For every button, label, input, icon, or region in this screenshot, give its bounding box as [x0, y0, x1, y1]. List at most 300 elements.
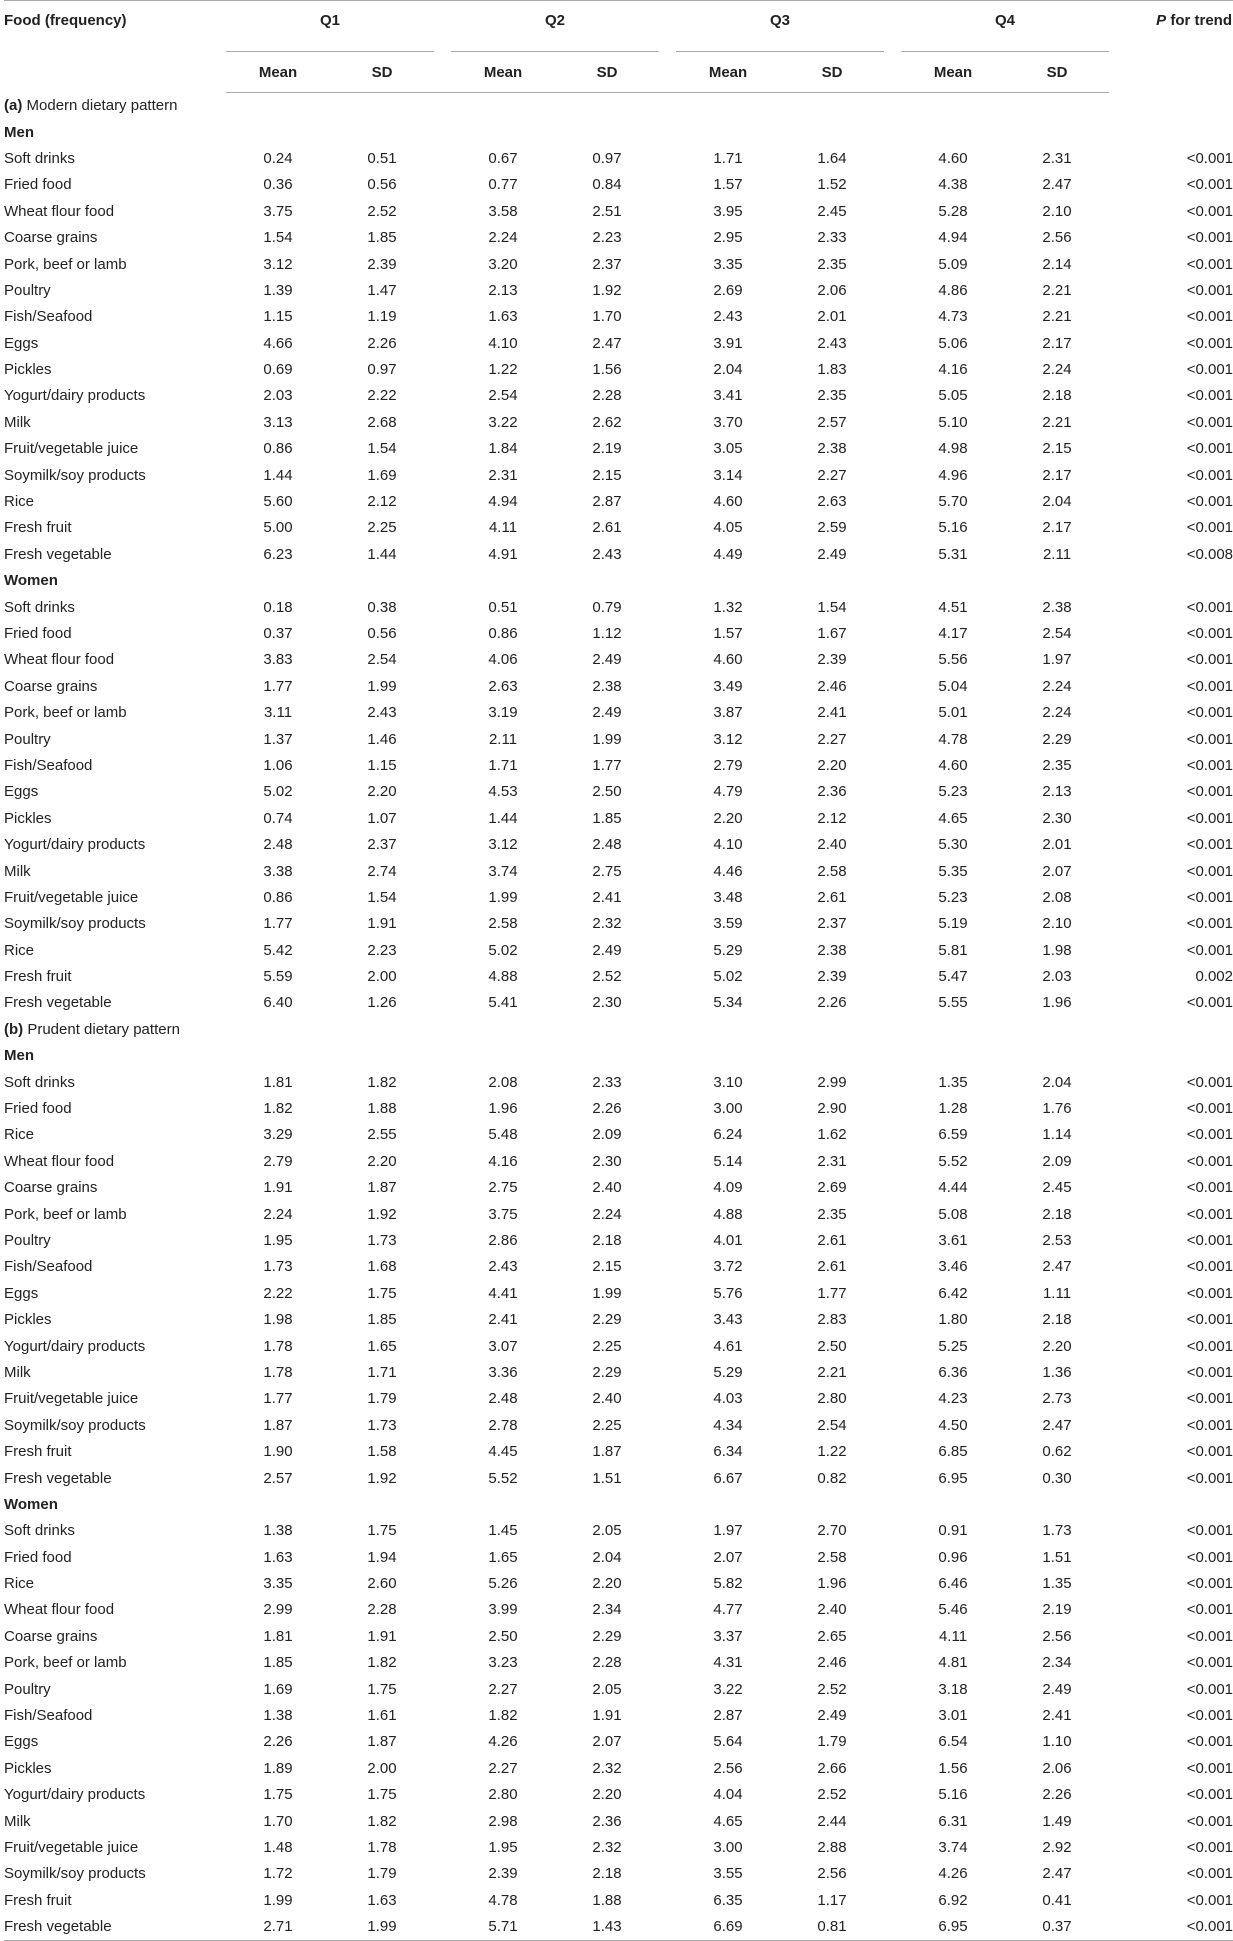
- q3-sd-cell: 2.39: [780, 647, 884, 673]
- column-gap: [884, 146, 901, 172]
- q3-mean-cell: 4.05: [676, 515, 780, 541]
- q4-sd-cell: 2.29: [1005, 726, 1109, 752]
- q2-sd-cell: 2.32: [555, 1835, 659, 1861]
- table-row: [4, 331, 1233, 357]
- q2-sd-cell: 2.50: [555, 779, 659, 805]
- table-row: [4, 515, 1233, 541]
- q3-mean-cell: 3.37: [676, 1624, 780, 1650]
- food-name-cell: Soymilk/soy products: [4, 1861, 226, 1887]
- table-row: [4, 964, 1233, 990]
- q4-mean-cell: 6.92: [901, 1888, 1005, 1914]
- group-header-row: [4, 1492, 1233, 1518]
- column-gap: [659, 1413, 676, 1439]
- q1-sd-cell: 1.07: [330, 806, 434, 832]
- column-gap: [884, 832, 901, 858]
- column-gap: [884, 726, 901, 752]
- column-gap: [659, 911, 676, 937]
- q4-sd-cell: 1.36: [1005, 1360, 1109, 1386]
- column-gap: [884, 1281, 901, 1307]
- column-gap: [659, 1597, 676, 1623]
- q3-sd-cell: 2.50: [780, 1333, 884, 1359]
- q1-mean-cell: 2.48: [226, 832, 330, 858]
- column-gap: [434, 1835, 451, 1861]
- column-gap: [884, 647, 901, 673]
- column-gap: [434, 726, 451, 752]
- q2-mean-cell: 2.41: [451, 1307, 555, 1333]
- q3-sd-cell: 1.79: [780, 1729, 884, 1755]
- q4-mean-cell: 4.11: [901, 1624, 1005, 1650]
- header-row-quartiles: [4, 1, 1233, 52]
- q4-sd-cell: 2.17: [1005, 515, 1109, 541]
- q2-mean-cell: 2.86: [451, 1228, 555, 1254]
- q2-mean-cell: 4.94: [451, 489, 555, 515]
- q4-mean-cell: 4.78: [901, 726, 1005, 752]
- q2-mean-cell: 4.45: [451, 1439, 555, 1465]
- p-trend-cell: <0.001: [1109, 832, 1233, 858]
- table-row: [4, 726, 1233, 752]
- q2-mean-cell: 4.16: [451, 1149, 555, 1175]
- q2-mean-cell: 2.75: [451, 1175, 555, 1201]
- food-name-cell: Fish/Seafood: [4, 304, 226, 330]
- food-name-cell: Fish/Seafood: [4, 1254, 226, 1280]
- q1-mean-cell: 2.79: [226, 1149, 330, 1175]
- q2-mean-cell: 4.78: [451, 1888, 555, 1914]
- q4-sd-cell: 2.19: [1005, 1597, 1109, 1623]
- q3-mean-cell: 4.04: [676, 1782, 780, 1808]
- q1-sd-cell: 1.71: [330, 1360, 434, 1386]
- q4-mean-cell: 5.46: [901, 1597, 1005, 1623]
- q1-mean-cell: 3.29: [226, 1122, 330, 1148]
- q2-sd-cell: 2.20: [555, 1571, 659, 1597]
- q2-mean-cell: 5.26: [451, 1571, 555, 1597]
- table-row: [4, 753, 1233, 779]
- q4-mean-cell: 5.23: [901, 885, 1005, 911]
- column-gap: [884, 225, 901, 251]
- q3-sd-cell: 2.37: [780, 911, 884, 937]
- food-name-cell: Soft drinks: [4, 1518, 226, 1544]
- q2-sd-cell: 2.40: [555, 1386, 659, 1412]
- q2-sd-cell: 1.56: [555, 357, 659, 383]
- p-trend-cell: <0.001: [1109, 1597, 1233, 1623]
- column-gap: [434, 964, 451, 990]
- q4-mean-cell: 1.28: [901, 1096, 1005, 1122]
- table-row: [4, 1228, 1233, 1254]
- q1-sd-cell: 2.20: [330, 1149, 434, 1175]
- q1-sd-cell: 1.46: [330, 726, 434, 752]
- p-trend-cell: <0.001: [1109, 753, 1233, 779]
- food-name-cell: Coarse grains: [4, 1624, 226, 1650]
- q1-mean-cell: 1.73: [226, 1254, 330, 1280]
- sd-header: SD: [1005, 52, 1109, 93]
- food-name-cell: Rice: [4, 938, 226, 964]
- q3-sd-cell: 1.67: [780, 621, 884, 647]
- q4-mean-cell: 5.05: [901, 383, 1005, 409]
- q2-mean-cell: 5.02: [451, 938, 555, 964]
- column-gap: [659, 304, 676, 330]
- q4-sd-cell: 2.01: [1005, 832, 1109, 858]
- q1-mean-cell: 3.12: [226, 251, 330, 277]
- food-name-cell: Poultry: [4, 278, 226, 304]
- q1-sd-cell: 2.43: [330, 700, 434, 726]
- q1-sd-cell: 1.85: [330, 225, 434, 251]
- table-row: [4, 1201, 1233, 1227]
- q4-mean-cell: 1.56: [901, 1756, 1005, 1782]
- q2-mean-cell: 3.36: [451, 1360, 555, 1386]
- p-trend-cell: <0.001: [1109, 1175, 1233, 1201]
- q1-sd-cell: 2.52: [330, 199, 434, 225]
- q3-mean-cell: 6.67: [676, 1465, 780, 1491]
- q1-mean-cell: 1.70: [226, 1808, 330, 1834]
- table-row: [4, 304, 1233, 330]
- p-trend-cell: <0.001: [1109, 1676, 1233, 1702]
- column-gap: [884, 251, 901, 277]
- q1-sd-cell: 1.26: [330, 990, 434, 1016]
- column-gap: [659, 1676, 676, 1702]
- q2-sd-cell: 2.29: [555, 1307, 659, 1333]
- p-trend-cell: 0.002: [1109, 964, 1233, 990]
- group-label: Men: [4, 1043, 1233, 1069]
- q3-sd-cell: 2.40: [780, 1597, 884, 1623]
- q4-mean-cell: 3.01: [901, 1703, 1005, 1729]
- column-gap: [659, 1228, 676, 1254]
- group-label: Women: [4, 1492, 1233, 1518]
- q2-mean-cell: 4.10: [451, 331, 555, 357]
- column-gap: [884, 1175, 901, 1201]
- q3-mean-cell: 3.10: [676, 1069, 780, 1095]
- column-gap: [884, 806, 901, 832]
- column-gap: [659, 1439, 676, 1465]
- food-name-cell: Poultry: [4, 726, 226, 752]
- q2-mean-cell: 2.27: [451, 1676, 555, 1702]
- q4-mean-cell: 4.65: [901, 806, 1005, 832]
- table-row: [4, 383, 1233, 409]
- q3-mean-cell: 1.57: [676, 621, 780, 647]
- q1-sd-cell: 2.74: [330, 858, 434, 884]
- q4-sd-cell: 2.56: [1005, 1624, 1109, 1650]
- q4-mean-cell: 5.04: [901, 674, 1005, 700]
- q3-mean-cell: 6.34: [676, 1439, 780, 1465]
- q1-mean-cell: 1.72: [226, 1861, 330, 1887]
- food-name-cell: Soft drinks: [4, 146, 226, 172]
- q4-mean-cell: 3.74: [901, 1835, 1005, 1861]
- q3-mean-cell: 3.14: [676, 462, 780, 488]
- column-gap: [659, 990, 676, 1016]
- p-trend-cell: <0.001: [1109, 357, 1233, 383]
- q3-sd-cell: 2.63: [780, 489, 884, 515]
- q4-sd-cell: 2.14: [1005, 251, 1109, 277]
- q3-mean-cell: 3.87: [676, 700, 780, 726]
- food-name-cell: Fried food: [4, 172, 226, 198]
- food-name-cell: Wheat flour food: [4, 199, 226, 225]
- table-row: [4, 278, 1233, 304]
- table-row: [4, 990, 1233, 1016]
- column-gap: [434, 1228, 451, 1254]
- q2-sd-cell: 1.92: [555, 278, 659, 304]
- q4-sd-cell: 2.10: [1005, 199, 1109, 225]
- q3-sd-cell: 2.45: [780, 199, 884, 225]
- q4-sd-cell: 1.76: [1005, 1096, 1109, 1122]
- q2-mean-cell: 4.88: [451, 964, 555, 990]
- q1-mean-cell: 1.15: [226, 304, 330, 330]
- table-row: [4, 542, 1233, 568]
- section-tag: (b): [4, 1021, 23, 1038]
- q4-sd-cell: 2.73: [1005, 1386, 1109, 1412]
- food-name-cell: Fresh vegetable: [4, 542, 226, 568]
- q4-mean-cell: 3.18: [901, 1676, 1005, 1702]
- q4-sd-cell: 0.30: [1005, 1465, 1109, 1491]
- p-trend-cell: <0.001: [1109, 858, 1233, 884]
- q2-sd-cell: 2.26: [555, 1096, 659, 1122]
- q1-sd-cell: 2.20: [330, 779, 434, 805]
- column-gap: [884, 1808, 901, 1834]
- q3-mean-cell: 6.24: [676, 1122, 780, 1148]
- table-row: [4, 621, 1233, 647]
- q2-mean-cell: 0.77: [451, 172, 555, 198]
- column-gap: [434, 885, 451, 911]
- q3-mean-cell: 3.91: [676, 331, 780, 357]
- q3-mean-cell: 2.20: [676, 806, 780, 832]
- column-gap: [659, 199, 676, 225]
- q2-sd-cell: 2.37: [555, 251, 659, 277]
- column-gap: [884, 199, 901, 225]
- q2-mean-cell: 3.22: [451, 410, 555, 436]
- column-gap: [434, 146, 451, 172]
- q3-sd-cell: 1.22: [780, 1439, 884, 1465]
- column-gap: [659, 1729, 676, 1755]
- p-trend-cell: <0.001: [1109, 1544, 1233, 1570]
- column-gap: [434, 1281, 451, 1307]
- q2-mean-cell: 3.74: [451, 858, 555, 884]
- table-row: [4, 1333, 1233, 1359]
- food-name-cell: Pickles: [4, 806, 226, 832]
- quartile-header-q3: Q3: [676, 1, 884, 52]
- p-trend-cell: <0.001: [1109, 1386, 1233, 1412]
- q2-mean-cell: 1.22: [451, 357, 555, 383]
- column-gap: [434, 1597, 451, 1623]
- q3-mean-cell: 3.49: [676, 674, 780, 700]
- p-trend-cell: <0.001: [1109, 779, 1233, 805]
- q1-mean-cell: 3.35: [226, 1571, 330, 1597]
- p-trend-cell: <0.001: [1109, 515, 1233, 541]
- table-row: [4, 1281, 1233, 1307]
- column-gap: [659, 1281, 676, 1307]
- p-trend-cell: <0.001: [1109, 1729, 1233, 1755]
- q4-mean-cell: 4.73: [901, 304, 1005, 330]
- column-gap: [659, 1888, 676, 1914]
- column-gap: [884, 779, 901, 805]
- q2-mean-cell: 3.58: [451, 199, 555, 225]
- q1-sd-cell: 1.75: [330, 1281, 434, 1307]
- q4-mean-cell: 5.56: [901, 647, 1005, 673]
- q3-sd-cell: 1.52: [780, 172, 884, 198]
- q1-sd-cell: 2.68: [330, 410, 434, 436]
- q3-sd-cell: 1.17: [780, 1888, 884, 1914]
- q1-sd-cell: 2.25: [330, 515, 434, 541]
- q1-sd-cell: 2.39: [330, 251, 434, 277]
- p-trend-cell: <0.001: [1109, 1465, 1233, 1491]
- p-trend-cell: <0.001: [1109, 1254, 1233, 1280]
- q4-sd-cell: 1.49: [1005, 1808, 1109, 1834]
- q3-mean-cell: 2.79: [676, 753, 780, 779]
- q3-sd-cell: 2.27: [780, 462, 884, 488]
- q4-mean-cell: 6.54: [901, 1729, 1005, 1755]
- table-row: [4, 172, 1233, 198]
- food-name-cell: Eggs: [4, 1281, 226, 1307]
- q2-sd-cell: 2.43: [555, 542, 659, 568]
- q4-sd-cell: 2.47: [1005, 1413, 1109, 1439]
- column-gap: [659, 331, 676, 357]
- q3-mean-cell: 5.76: [676, 1281, 780, 1307]
- food-name-cell: Pickles: [4, 1307, 226, 1333]
- column-gap: [884, 542, 901, 568]
- food-name-cell: Fresh fruit: [4, 964, 226, 990]
- column-gap: [884, 1703, 901, 1729]
- table-row: [4, 1571, 1233, 1597]
- q1-sd-cell: 0.56: [330, 621, 434, 647]
- q1-sd-cell: 1.99: [330, 1914, 434, 1941]
- q1-mean-cell: 4.66: [226, 331, 330, 357]
- q3-mean-cell: 3.59: [676, 911, 780, 937]
- q4-mean-cell: 4.38: [901, 172, 1005, 198]
- column-gap: [434, 621, 451, 647]
- column-gap: [884, 357, 901, 383]
- q1-mean-cell: 6.23: [226, 542, 330, 568]
- q1-mean-cell: 1.38: [226, 1703, 330, 1729]
- q4-mean-cell: 6.36: [901, 1360, 1005, 1386]
- column-gap: [884, 1861, 901, 1887]
- food-name-cell: Coarse grains: [4, 1175, 226, 1201]
- q2-mean-cell: 3.75: [451, 1201, 555, 1227]
- column-gap: [884, 1254, 901, 1280]
- q2-sd-cell: 2.05: [555, 1518, 659, 1544]
- column-gap: [884, 1782, 901, 1808]
- column-gap: [659, 1756, 676, 1782]
- q2-sd-cell: 0.97: [555, 146, 659, 172]
- q2-sd-cell: 2.18: [555, 1228, 659, 1254]
- column-gap: [434, 911, 451, 937]
- column-gap: [884, 278, 901, 304]
- food-name-cell: Fresh vegetable: [4, 1914, 226, 1941]
- q4-mean-cell: 6.59: [901, 1122, 1005, 1148]
- q4-mean-cell: 5.10: [901, 410, 1005, 436]
- q1-sd-cell: 1.61: [330, 1703, 434, 1729]
- q1-mean-cell: 3.13: [226, 410, 330, 436]
- q3-sd-cell: 2.01: [780, 304, 884, 330]
- column-gap: [434, 1861, 451, 1887]
- q3-sd-cell: 2.54: [780, 1413, 884, 1439]
- table-row: [4, 1703, 1233, 1729]
- q3-sd-cell: 2.39: [780, 964, 884, 990]
- food-name-cell: Fresh vegetable: [4, 1465, 226, 1491]
- table-row: [4, 1676, 1233, 1702]
- column-gap: [659, 858, 676, 884]
- q3-mean-cell: 5.29: [676, 1360, 780, 1386]
- column-gap: [659, 1571, 676, 1597]
- q1-mean-cell: 1.90: [226, 1439, 330, 1465]
- column-gap: [659, 172, 676, 198]
- column-gap: [884, 858, 901, 884]
- q3-mean-cell: 5.34: [676, 990, 780, 1016]
- table-row: [4, 357, 1233, 383]
- q3-sd-cell: 2.49: [780, 542, 884, 568]
- column-gap: [659, 1386, 676, 1412]
- q4-mean-cell: 4.94: [901, 225, 1005, 251]
- q3-sd-cell: 2.40: [780, 832, 884, 858]
- column-gap: [434, 832, 451, 858]
- q1-sd-cell: 1.91: [330, 911, 434, 937]
- q4-sd-cell: 2.21: [1005, 304, 1109, 330]
- q1-mean-cell: 2.71: [226, 1914, 330, 1941]
- q1-sd-cell: 1.73: [330, 1228, 434, 1254]
- q2-sd-cell: 2.75: [555, 858, 659, 884]
- column-gap: [659, 726, 676, 752]
- q1-mean-cell: 0.74: [226, 806, 330, 832]
- column-gap: [434, 1782, 451, 1808]
- q4-sd-cell: 2.53: [1005, 1228, 1109, 1254]
- column-gap: [884, 489, 901, 515]
- q4-sd-cell: 1.11: [1005, 1281, 1109, 1307]
- column-gap: [659, 1518, 676, 1544]
- food-name-cell: Pork, beef or lamb: [4, 700, 226, 726]
- q1-sd-cell: 1.91: [330, 1624, 434, 1650]
- table-row: [4, 462, 1233, 488]
- q3-sd-cell: 2.12: [780, 806, 884, 832]
- column-gap: [884, 990, 901, 1016]
- section-tag: (a): [4, 97, 22, 114]
- p-trend-cell: <0.001: [1109, 278, 1233, 304]
- column-gap: [434, 1069, 451, 1095]
- column-gap: [884, 1096, 901, 1122]
- table-row: [4, 1149, 1233, 1175]
- p-trend-cell: <0.001: [1109, 1518, 1233, 1544]
- food-name-cell: Fruit/vegetable juice: [4, 885, 226, 911]
- q2-sd-cell: 1.70: [555, 304, 659, 330]
- q4-mean-cell: 4.81: [901, 1650, 1005, 1676]
- table-row: [4, 1624, 1233, 1650]
- food-name-cell: Fresh fruit: [4, 1888, 226, 1914]
- table-row: [4, 1386, 1233, 1412]
- q2-mean-cell: 3.23: [451, 1650, 555, 1676]
- table-row: [4, 410, 1233, 436]
- q3-mean-cell: 3.48: [676, 885, 780, 911]
- q1-sd-cell: 2.54: [330, 647, 434, 673]
- q2-mean-cell: 1.63: [451, 304, 555, 330]
- q4-mean-cell: 5.70: [901, 489, 1005, 515]
- q1-mean-cell: 5.60: [226, 489, 330, 515]
- q1-mean-cell: 1.91: [226, 1175, 330, 1201]
- column-gap: [884, 1069, 901, 1095]
- q2-mean-cell: 5.48: [451, 1122, 555, 1148]
- table-row: [4, 1518, 1233, 1544]
- q3-sd-cell: 2.35: [780, 383, 884, 409]
- q1-mean-cell: 0.18: [226, 594, 330, 620]
- q2-sd-cell: 2.23: [555, 225, 659, 251]
- p-trend-cell: <0.001: [1109, 199, 1233, 225]
- p-trend-cell: <0.001: [1109, 647, 1233, 673]
- column-gap: [884, 1518, 901, 1544]
- column-gap: [434, 1465, 451, 1491]
- q2-sd-cell: 2.48: [555, 832, 659, 858]
- q1-mean-cell: 5.42: [226, 938, 330, 964]
- food-name-cell: Pickles: [4, 357, 226, 383]
- q3-mean-cell: 4.60: [676, 489, 780, 515]
- p-trend-cell: <0.001: [1109, 1835, 1233, 1861]
- q2-mean-cell: 2.43: [451, 1254, 555, 1280]
- p-trend-cell: <0.001: [1109, 1360, 1233, 1386]
- q4-mean-cell: 5.55: [901, 990, 1005, 1016]
- q4-mean-cell: 5.81: [901, 938, 1005, 964]
- q1-mean-cell: 5.02: [226, 779, 330, 805]
